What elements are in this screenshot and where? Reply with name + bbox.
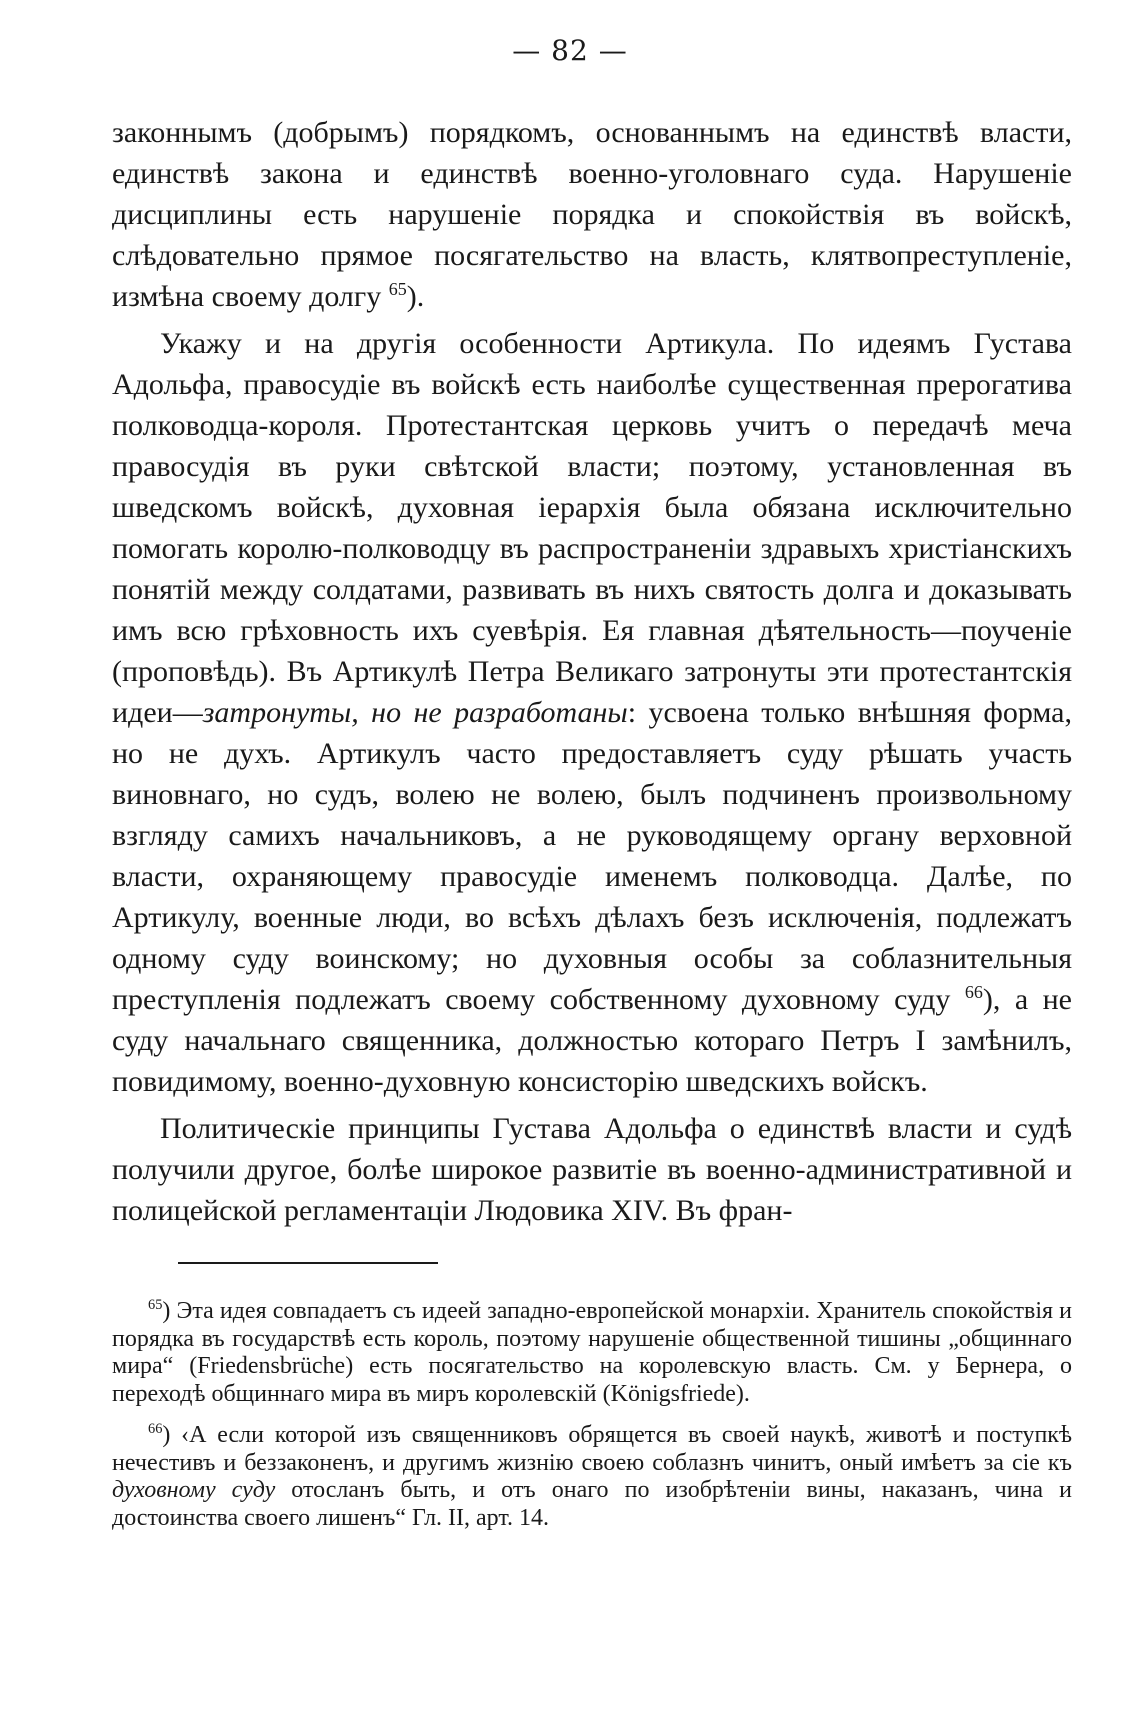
footnote-65-text: ) Эта идея совпадаетъ съ идеей западно-европейской монархіи. Хранитель спокойствія и порядка въ государствѣ есть король, поэтому нарушеніе общественной тишины „общиннаго мира“ (Friedensbrüche) есть посягательство на королевскую власть. См. у Бернера, о переходѣ общиннаго мира въ миръ королевскій (Königsfriede). — [112, 1298, 1072, 1407]
paragraph-1-end: ). — [406, 280, 425, 313]
footnote-66 — [112, 1422, 1072, 1532]
main-text — [112, 112, 1072, 1231]
footnotes — [112, 1298, 1072, 1532]
footnote-66-text-b: отосланъ быть, и отъ онаго по изобрѣтеніи вины, наказанъ, чина и достоинства своего лишенъ“ Гл. II, арт. 14. — [112, 1477, 1072, 1531]
paragraph-2-text-c: ), а не суду начальнаго священника, должностью котораго Петръ I замѣнилъ, повидимому, военно-духовную консисторію шведскихъ войскъ. — [112, 983, 1072, 1098]
paragraph-2 — [112, 323, 1072, 1102]
page-number: — 82 — — [512, 34, 628, 67]
footnote-separator — [178, 1262, 438, 1264]
paragraph-2-text-a: Укажу и на другія особенности Артикула. По идеямъ Густава Адольфа, правосудіе въ войскѣ есть наиболѣе существенная прерогатива полководца-короля. Протестантская церковь учитъ о передачѣ меча правосудія въ руки свѣтской власти; поэтому, установленная въ шведскомъ войскѣ, духовная іерархія была обязана исключительно помогать королю-полководцу въ распространеніи здравыхъ христіанскихъ понятій между солдатами, развивать въ нихъ святость долга и доказывать имъ всю грѣховность ихъ суевѣрія. Ея главная дѣятельность—поученіе (проповѣдь). Въ Артикулѣ Петра Великаго затронуты эти протестантскія идеи— — [112, 327, 1072, 729]
footnote-66-text-a: ) ‹А если которой изъ священниковъ обрящется въ своей наукѣ, животѣ и поступкѣ нечестивъ и беззаконенъ, и другимъ жизнію своею соблазнъ чинитъ, оный имѣетъ за сіе къ — [112, 1422, 1072, 1476]
footnote-ref-65: 65 — [388, 279, 407, 299]
paragraph-2-italic: затронуты, но не разработаны — [202, 696, 628, 729]
footnote-65 — [112, 1298, 1072, 1408]
footnote-66-italic: духовному суду — [112, 1477, 276, 1503]
paragraph-1 — [112, 112, 1072, 317]
footnote-66-number: 66 — [148, 1421, 163, 1437]
paragraph-1-text: законнымъ (добрымъ) порядкомъ, основаннымъ на единствѣ власти, единствѣ закона и единствѣ военно-уголовнаго суда. Нарушеніе дисциплины есть нарушеніе порядка и спокойствія въ войскѣ, слѣдовательно прямое посягательство на власть, клятвопреступленіе, измѣна своему долгу — [112, 116, 1072, 313]
footnote-ref-66: 66 — [964, 982, 983, 1002]
paragraph-2-text-b: : усвоена только внѣшняя форма, но не духъ. Артикулъ часто предоставляетъ суду рѣшать участь виновнаго, но судъ, волею не волею, былъ подчиненъ произвольному взгляду самихъ начальниковъ, а не руководящему органу верховной власти, охраняющему правосудіе именемъ полководца. Далѣе, по Артикулу, военные люди, во всѣхъ дѣлахъ безъ исключенія, подлежатъ одному суду воинскому; но духовныя особы за соблазнительныя преступленія подлежатъ своему собственному духовному суду — [112, 696, 1072, 1016]
footnote-65-number: 65 — [148, 1297, 163, 1313]
paragraph-3: Политическіе принципы Густава Адольфа о единствѣ власти и судѣ получили другое, болѣе широкое развитіе въ военно-административной и полицейской регламентаціи Людовика XIV. Въ фран- — [112, 1112, 1072, 1227]
